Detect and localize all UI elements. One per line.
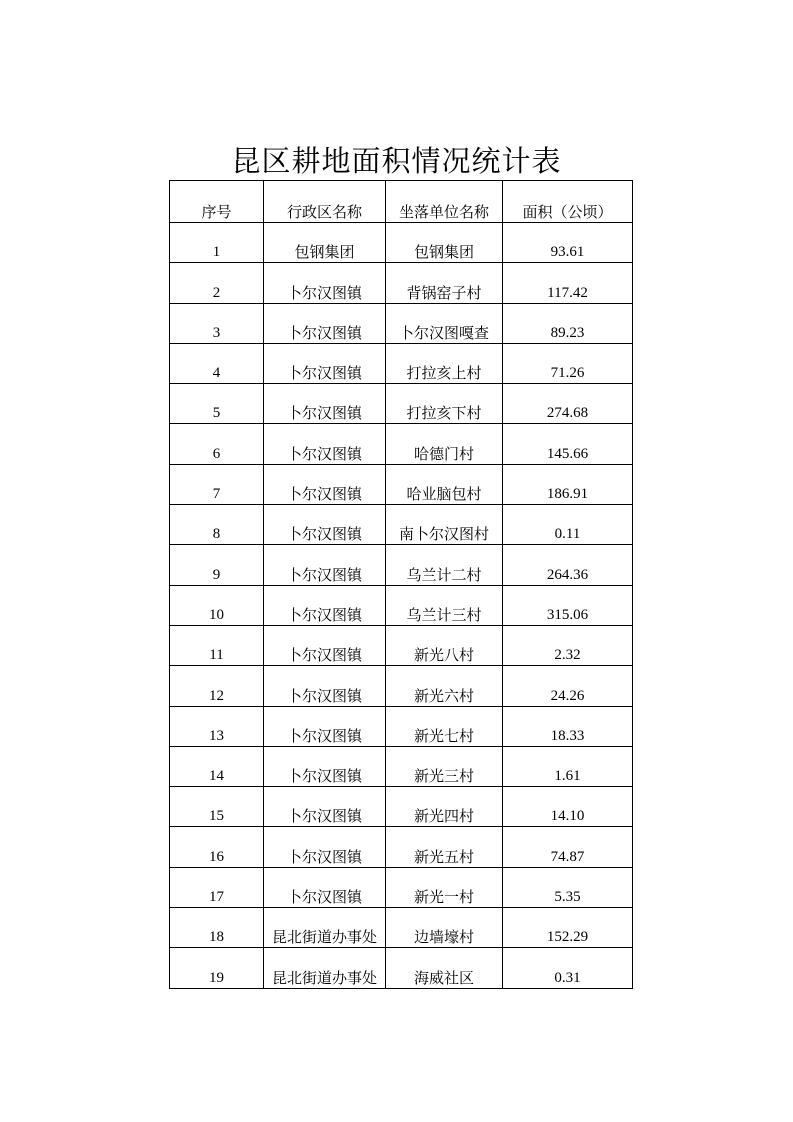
cell-area: 2.32 <box>503 625 633 665</box>
cell-district: 昆北街道办事处 <box>264 908 386 948</box>
cell-area: 93.61 <box>503 223 633 263</box>
cell-seq: 8 <box>170 505 264 545</box>
cell-area: 264.36 <box>503 545 633 585</box>
cell-district: 卜尔汉图镇 <box>264 424 386 464</box>
cell-district: 卜尔汉图镇 <box>264 343 386 383</box>
cell-district: 卜尔汉图镇 <box>264 746 386 786</box>
cell-seq: 1 <box>170 223 264 263</box>
cell-unit: 哈德门村 <box>386 424 503 464</box>
cell-unit: 卜尔汉图嘎查 <box>386 303 503 343</box>
table-row <box>170 746 633 786</box>
cell-unit: 背锅窑子村 <box>386 263 503 303</box>
table-row <box>170 545 633 585</box>
table-row <box>170 827 633 867</box>
cell-seq: 7 <box>170 464 264 504</box>
table-row <box>170 424 633 464</box>
cell-area: 186.91 <box>503 464 633 504</box>
table-body <box>170 181 633 989</box>
cell-area: 89.23 <box>503 303 633 343</box>
table-header-row <box>170 181 633 223</box>
table-row <box>170 384 633 424</box>
header-district: 行政区名称 <box>264 181 386 223</box>
cell-area: 0.11 <box>503 505 633 545</box>
cell-unit: 新光六村 <box>386 666 503 706</box>
cell-area: 152.29 <box>503 908 633 948</box>
cell-seq: 6 <box>170 424 264 464</box>
cell-seq: 12 <box>170 666 264 706</box>
cell-unit: 新光四村 <box>386 787 503 827</box>
cell-unit: 海威社区 <box>386 948 503 988</box>
cell-district: 卜尔汉图镇 <box>264 625 386 665</box>
cell-seq: 13 <box>170 706 264 746</box>
cell-seq: 4 <box>170 343 264 383</box>
cell-area: 14.10 <box>503 787 633 827</box>
cell-district: 包钢集团 <box>264 223 386 263</box>
cell-area: 274.68 <box>503 384 633 424</box>
cell-unit: 哈业脑包村 <box>386 464 503 504</box>
cell-seq: 18 <box>170 908 264 948</box>
cell-seq: 19 <box>170 948 264 988</box>
cell-district: 卜尔汉图镇 <box>264 464 386 504</box>
cell-seq: 17 <box>170 867 264 907</box>
cell-area: 315.06 <box>503 585 633 625</box>
table-row <box>170 908 633 948</box>
table-row <box>170 787 633 827</box>
table-row <box>170 948 633 988</box>
cell-district: 卜尔汉图镇 <box>264 384 386 424</box>
cell-district: 昆北街道办事处 <box>264 948 386 988</box>
cell-seq: 16 <box>170 827 264 867</box>
cell-seq: 15 <box>170 787 264 827</box>
cell-area: 5.35 <box>503 867 633 907</box>
cell-area: 1.61 <box>503 746 633 786</box>
cell-unit: 新光五村 <box>386 827 503 867</box>
cell-unit: 新光三村 <box>386 746 503 786</box>
cell-seq: 5 <box>170 384 264 424</box>
cell-unit: 乌兰计二村 <box>386 545 503 585</box>
cell-district: 卜尔汉图镇 <box>264 787 386 827</box>
cell-unit: 新光一村 <box>386 867 503 907</box>
table-row <box>170 303 633 343</box>
cell-unit: 打拉亥下村 <box>386 384 503 424</box>
cell-district: 卜尔汉图镇 <box>264 303 386 343</box>
cell-district: 卜尔汉图镇 <box>264 827 386 867</box>
table-row <box>170 625 633 665</box>
cell-district: 卜尔汉图镇 <box>264 585 386 625</box>
cell-district: 卜尔汉图镇 <box>264 706 386 746</box>
table-row <box>170 464 633 504</box>
header-area: 面积（公顷） <box>503 181 633 223</box>
cell-district: 卜尔汉图镇 <box>264 666 386 706</box>
table-row <box>170 706 633 746</box>
cell-district: 卜尔汉图镇 <box>264 867 386 907</box>
cell-area: 18.33 <box>503 706 633 746</box>
cell-district: 卜尔汉图镇 <box>264 505 386 545</box>
page-title: 昆区耕地面积情况统计表 <box>231 144 562 178</box>
cell-seq: 14 <box>170 746 264 786</box>
table-row <box>170 867 633 907</box>
cell-area: 24.26 <box>503 666 633 706</box>
cell-district: 卜尔汉图镇 <box>264 545 386 585</box>
cell-unit: 南卜尔汉图村 <box>386 505 503 545</box>
table-row <box>170 585 633 625</box>
cell-seq: 2 <box>170 263 264 303</box>
cell-unit: 新光八村 <box>386 625 503 665</box>
table-row <box>170 263 633 303</box>
cell-seq: 9 <box>170 545 264 585</box>
table-row <box>170 223 633 263</box>
cell-district: 卜尔汉图镇 <box>264 263 386 303</box>
cell-unit: 边墙壕村 <box>386 908 503 948</box>
header-seq: 序号 <box>170 181 264 223</box>
header-unit: 坐落单位名称 <box>386 181 503 223</box>
cell-unit: 乌兰计三村 <box>386 585 503 625</box>
cell-seq: 10 <box>170 585 264 625</box>
cell-unit: 打拉亥上村 <box>386 343 503 383</box>
table-row <box>170 505 633 545</box>
table-row <box>170 343 633 383</box>
cell-area: 145.66 <box>503 424 633 464</box>
table-row <box>170 666 633 706</box>
cell-seq: 3 <box>170 303 264 343</box>
cell-seq: 11 <box>170 625 264 665</box>
cell-area: 0.31 <box>503 948 633 988</box>
cell-unit: 新光七村 <box>386 706 503 746</box>
cell-unit: 包钢集团 <box>386 223 503 263</box>
cell-area: 74.87 <box>503 827 633 867</box>
cell-area: 117.42 <box>503 263 633 303</box>
farmland-area-table <box>169 180 633 989</box>
cell-area: 71.26 <box>503 343 633 383</box>
